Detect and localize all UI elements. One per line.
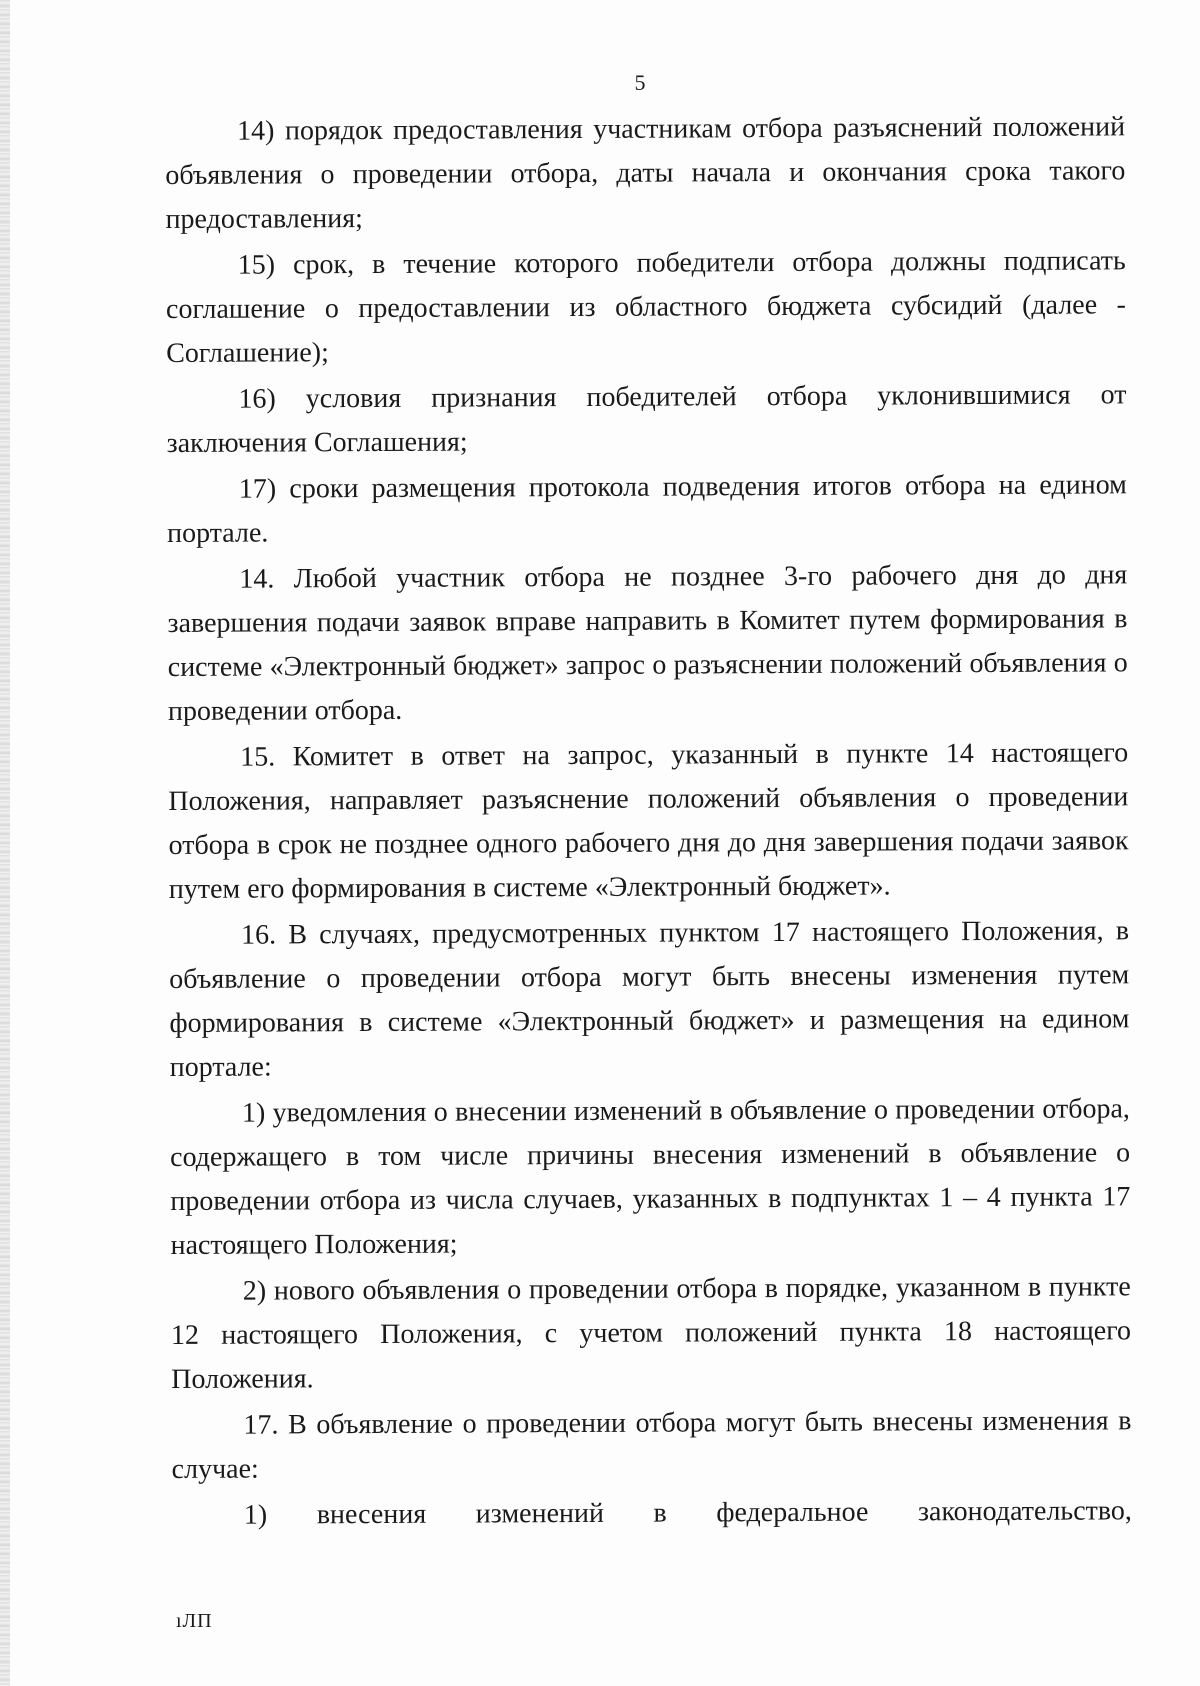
paragraph-clause-15: 15. Комитет в ответ на запрос, указанный в пункте 14 настоящего Положения, направляет разъяснение положений объявления о проведении отбора в срок не позднее одного рабочего дня до дня завершения подачи заявок путем его формирования в системе «Электронный бюджет». [168, 737, 1129, 905]
paragraph-clause-16: 16. В случаях, предусмотренных пунктом 17 настоящего Положения, в объявление о проведении отбора могут быть внесены изменения путем формирования в системе «Электронный бюджет» и размещения на едином портале: [169, 915, 1130, 1083]
paragraph-item-14: 14) порядок предоставления участникам отбора разъяснений положений объявления о проведении отбора, даты начала и окончания срока такого предоставления; [165, 111, 1126, 235]
paragraph-subitem-1-cont: 1) внесения изменений в федеральное законодательство, [243, 1495, 1132, 1531]
paragraph-item-17: 17) сроки размещения протокола подведения итогов отбора на едином портале. [166, 469, 1127, 549]
document-body [165, 105, 1132, 1540]
paragraph-item-16: 16) условия признания победителей отбора уклонившимися от заключения Соглашения; [166, 379, 1127, 459]
paragraph-subitem-1: 1) уведомления о внесении изменений в объявление о проведении отбора, содержащего в том числе причины внесения изменений в объявление о проведении отбора из числа случаев, указанных в подпунктах 1 – 4 пункта 17 настоящего Положения; [170, 1093, 1131, 1261]
paragraph-subitem-2: 2) нового объявления о проведении отбора в порядке, указанном в пункте 12 настоящего Положения, с учетом положений пункта 18 настоящего Положения. [170, 1271, 1132, 1395]
footer-code: ıЛП [176, 1610, 213, 1632]
paragraph-clause-14: 14. Любой участник отбора не позднее 3-го рабочего дня до дня завершения подачи заявок вправе направить в Комитет путем формирования в системе «Электронный бюджет» запрос о разъяснении положений объявления о проведении отбора. [167, 559, 1128, 727]
paragraph-clause-17: 17. В объявление о проведении отбора могут быть внесены изменения в случае: [171, 1405, 1132, 1485]
scan-edge [0, 0, 10, 1686]
page-number: 5 [634, 70, 646, 95]
paragraph-item-15: 15) срок, в течение которого победители отбора должны подписать соглашение о предоставлении из областного бюджета субсидий (далее - Соглашение); [165, 245, 1127, 369]
